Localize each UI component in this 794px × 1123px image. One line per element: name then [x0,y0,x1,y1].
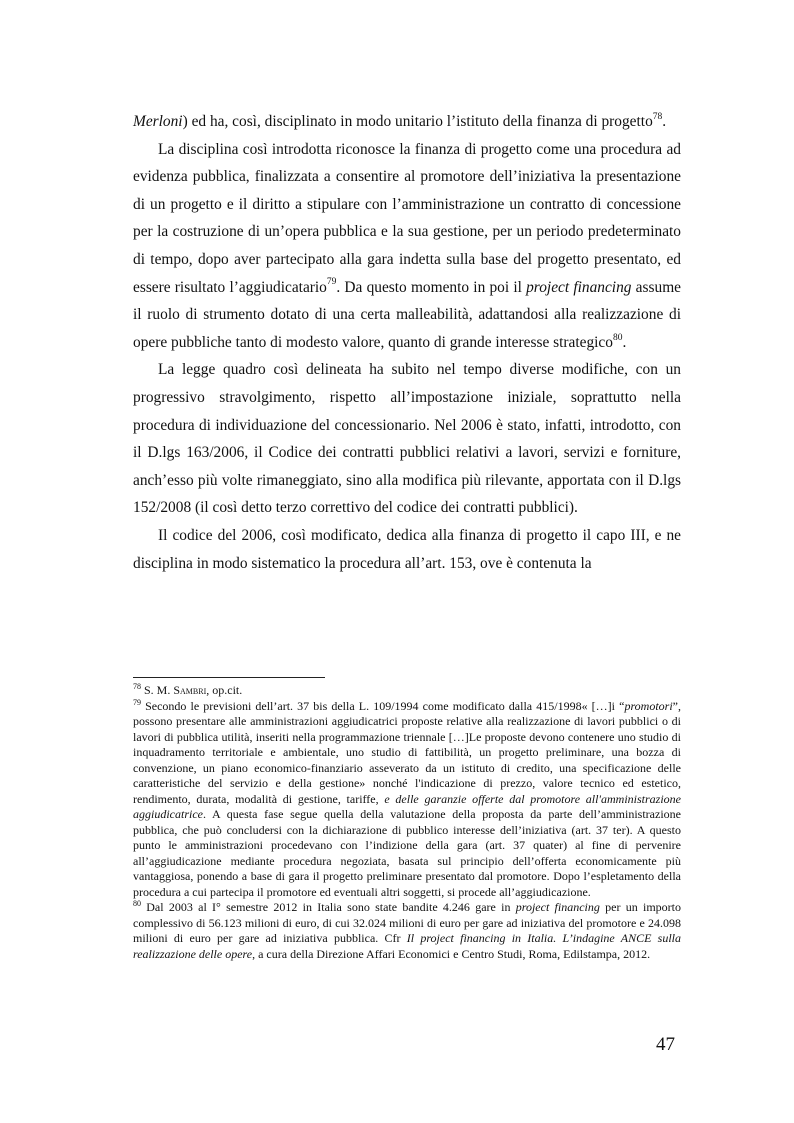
footnote-number: 79 [133,697,141,707]
footnote-79 [133,699,681,901]
text-run: La legge quadro così delineata ha subito nel tempo diverse modifiche, con un progressivo stravolgimento, rispetto all’impostazione iniziale, soprattutto nella procedura di individuazione del concessionario. Nel 2006 è stato, infatti, introdotto, con il D.lgs 163/2006, il Codice dei contratti pubblici relativi a lavori, servizi e forniture, anch’esso più volte rimaneggiato, sino alla modifica più rilevante, apportata con il D.lgs 152/2008 (il così detto terzo correttivo del codice dei contratti pubblici). [133,361,681,517]
text-run: project financing [515,900,600,914]
text-run: . [662,113,667,130]
text-run: Merloni [133,113,183,130]
footnote-ref-79[interactable]: 79 [326,277,337,288]
footnote-number: 78 [133,682,141,691]
text-run: Il codice del 2006, così modificato, dedica alla finanza di progetto il capo III, e ne disciplina in modo sistematico la procedura all’art. 153, ove è contenuta la [133,526,681,572]
body-text [133,108,681,577]
paragraph [133,522,681,577]
text-run: La disciplina così introdotta riconosce la finanza di progetto come una procedura ad evidenza pubblica, finalizzata a consentire al promotore dell’iniziativa la presentazione di un progetto e il diritto a stipulare con l’amministrazione un contratto di concessione per la costruzione di un’opera pubblica e la sua gestione, per un periodo predeterminato di tempo, dopo aver partecipato alla gara indetta sulla base del progetto presentato, ed essere risultato l’aggiudicatario [133,140,681,296]
text-run: , a cura della Direzione Affari Economici e Centro Studi, Roma, Edilstampa, 2012. [252,946,651,961]
text-run: per un importo complessivo di 56.123 milioni di euro, di cui 32.024 milioni di euro per gare ad iniziativa del promotore e 24.098 milioni di euro per gare ad iniziativa pubblica. Cfr [133,900,681,945]
page-body [133,108,681,577]
author-name: Sambri [173,683,207,697]
paragraph [133,108,681,136]
footnote-number: 80 [133,899,141,908]
text-run: S. M. [141,683,174,697]
text-run: e delle garanzie offerte dal promotore all'amministrazione aggiudicatrice [133,791,681,821]
footnote-ref-80[interactable]: 80 [612,332,623,343]
text-run: Dal 2003 al I° semestre 2012 in Italia sono state bandite 4.246 gare in [141,900,516,914]
footnote-80 [133,900,681,962]
text-run: Il project financing in Italia. L’indagine ANCE sulla realizzazione delle opere [133,931,681,961]
paragraph [133,356,681,522]
text-run: . A questa fase segue quella della valutazione della proposta da parte dell’amministrazione pubblica, che può concludersi con la dichiarazione di pubblico interesse dell’iniziativa (art. 37 ter). A questo punto le amministrazioni procedevano con l’indizione della gara (art. 37 quater) al fine di pervenire all’aggiudicazione mediante procedura negoziata, basata sul principio dell’offerta economicamente più vantaggiosa, ponendo a base di gara il progetto preliminare presentato dal promotore. Dopo l’espletamento della procedura a cui partecipa il promotore ed eventuali altri soggetti, si procede all’aggiudicazione. [133,807,681,899]
page-number: 47 [656,1034,675,1055]
text-run: project financing [526,278,632,296]
text-run: Secondo le previsioni dell’art. 37 bis della L. 109/1994 come modificato dalla 415/1998« […]i “ [141,698,625,713]
footnote-ref-78[interactable]: 78 [652,111,663,122]
footnote-78 [133,683,681,699]
text-run: ”, possono presentare alle amministrazioni aggiudicatrici proposte relative alla realizzazione di lavori pubblici o di lavori di pubblica utilità, inseriti nella programmazione triennale […]Le proposte devono contenere uno studio di inquadramento territoriale e ambientale, uno studio di fattibilità, un progetto preliminare, una bozza di convenzione, un piano economico-finanziario asseverato da un istituto di credito, una specificazione delle caratteristiche del servizio e della gestione» nonché l'indicazione di prezzo, valore tecnico ed estetico, rendimento, durata, modalità di gestione, tariffe, [133,698,681,806]
text-run: . Da questo momento in poi il [336,278,527,296]
footnote-separator [133,677,325,678]
text-run: promotori [624,698,673,713]
paragraph [133,136,681,357]
text-run: . [622,333,627,351]
footnotes [133,683,681,962]
text-run: assume il ruolo di strumento dotato di una certa malleabilità, adattandosi alla realizzazione di opere pubbliche tanto di modesto valore, quanto di grande interesse strategico [133,278,681,351]
text-run: , op.cit. [206,683,243,697]
text-run: ) ed ha, così, disciplinato in modo unitario l’istituto della finanza di progetto [182,113,653,130]
